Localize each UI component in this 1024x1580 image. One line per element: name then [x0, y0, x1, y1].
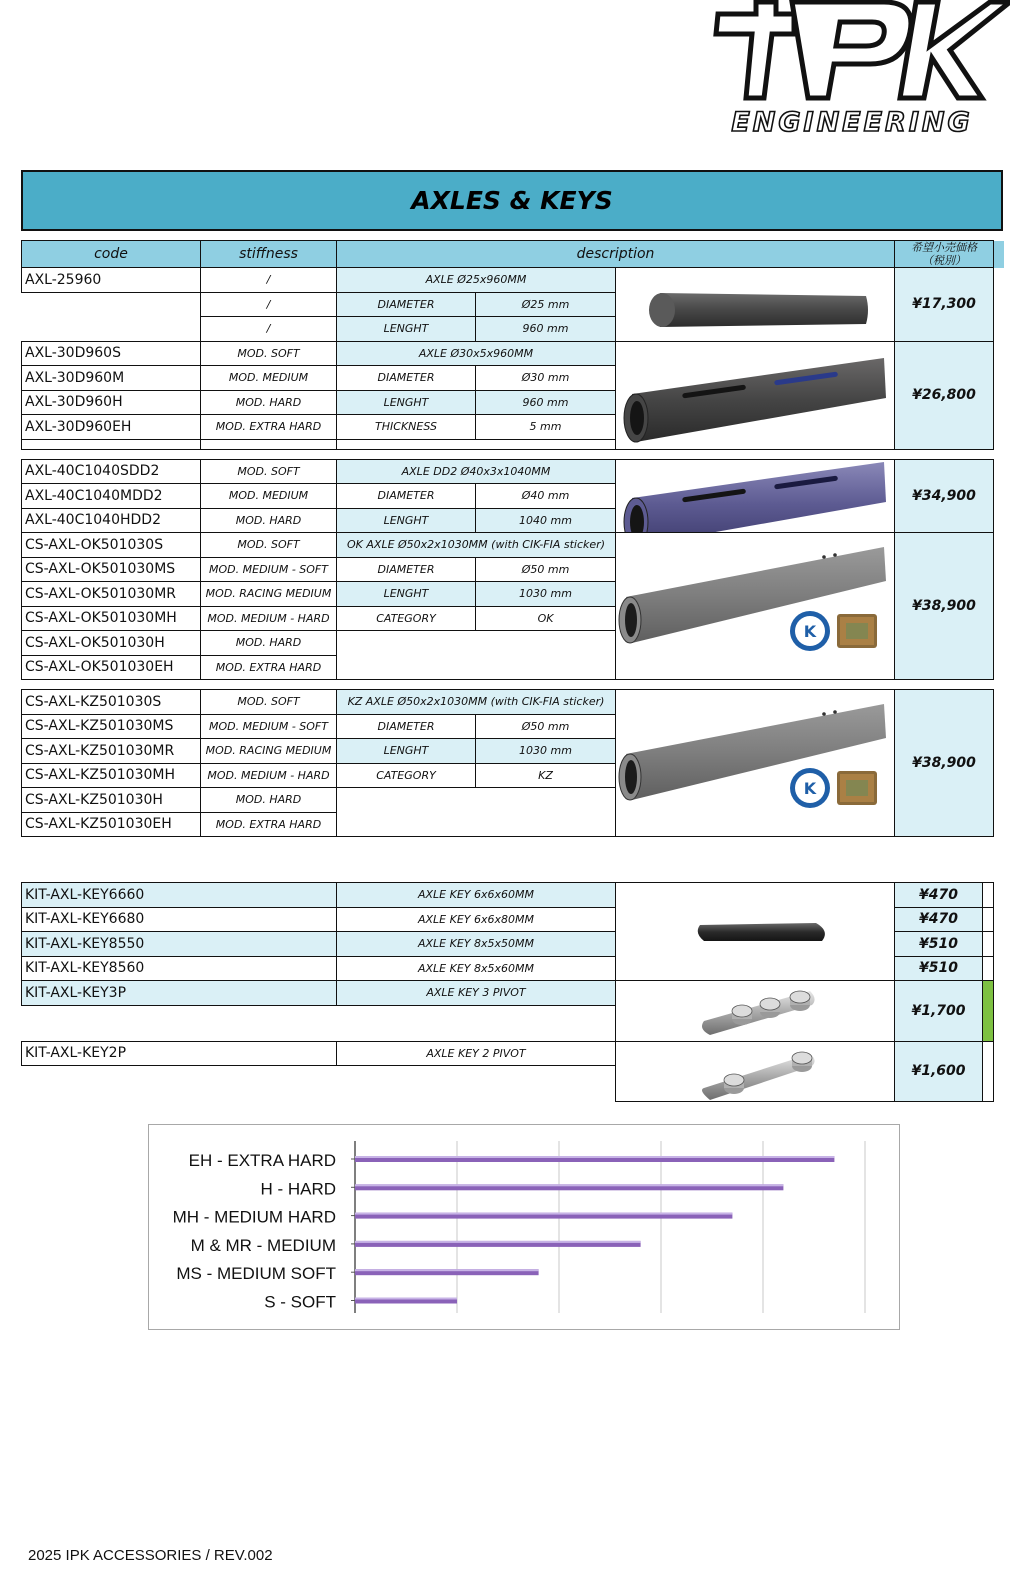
spec-label — [337, 582, 476, 607]
spec-value — [476, 484, 616, 509]
stiffness-cell — [201, 812, 337, 837]
key-code-text: KIT-AXL-KEY6680 — [25, 911, 145, 928]
stiffness-text: MOD. SOFT — [237, 695, 300, 709]
price-text: ¥38,900 — [912, 755, 976, 771]
stiffness-cell — [201, 341, 337, 366]
product-code — [22, 690, 201, 715]
stiffness-text: MOD. HARD — [235, 636, 302, 650]
spec-label — [337, 714, 476, 739]
spec-label-text: DIAMETER — [377, 489, 435, 503]
description-text: OK AXLE Ø50x2x1030MM (with CIK-FIA sticker) — [347, 538, 605, 552]
stiffness-cell — [201, 366, 337, 391]
stiffness-text: MOD. RACING MEDIUM — [205, 587, 332, 601]
stiffness-text: / — [266, 273, 271, 287]
key-code-text: KIT-AXL-KEY8560 — [25, 960, 145, 977]
stiffness-cell — [201, 459, 337, 484]
price-cell — [895, 533, 994, 680]
product-code-text: AXL-40C1040SDD2 — [25, 463, 160, 480]
title-banner — [21, 170, 1003, 231]
chart-bar-highlight — [355, 1213, 732, 1215]
axle-solid-image — [616, 268, 895, 341]
spec-value — [476, 317, 616, 342]
key-description-text: AXLE KEY 6x6x60MM — [417, 888, 534, 902]
product-image-cell — [616, 981, 895, 1042]
spec-value — [476, 714, 616, 739]
product-code — [22, 812, 201, 837]
key-code-text: KIT-AXL-KEY2P — [25, 1045, 127, 1062]
product-code-text: CS-AXL-OK501030MS — [25, 561, 176, 578]
spec-label-text: DIAMETER — [377, 562, 435, 576]
price-cell — [895, 341, 994, 449]
table-row — [22, 533, 1004, 558]
chart-category-label: S - SOFT — [264, 1292, 336, 1312]
key-2-pivot-image — [616, 1042, 895, 1102]
key-code — [22, 883, 337, 908]
product-code — [22, 341, 201, 366]
stiffness-text: MOD. SOFT — [237, 346, 300, 360]
chart-category-label: M & MR - MEDIUM — [190, 1235, 336, 1255]
key-description — [337, 956, 616, 981]
stiffness-text: MOD. HARD — [235, 395, 302, 409]
logo-engineering-text: ENGINEERING — [731, 107, 973, 138]
table-row — [22, 268, 1004, 293]
empty-cell — [337, 788, 616, 813]
description-text: AXLE Ø30x5x960MM — [418, 346, 534, 360]
key-code-text: KIT-AXL-KEY8550 — [25, 935, 145, 952]
stiffness-chart — [148, 1124, 900, 1330]
page-title: AXLES & KEYS — [411, 186, 613, 215]
row-edge — [994, 341, 1004, 449]
product-code-text: AXL-30D960S — [25, 345, 121, 362]
product-code-text: CS-AXL-KZ501030MH — [25, 767, 176, 784]
spec-value — [476, 508, 616, 533]
empty-cell — [201, 439, 337, 449]
axles-table — [21, 240, 1004, 837]
svg-text:K: K — [803, 622, 817, 641]
spec-value-text: KZ — [538, 768, 553, 782]
empty-cell — [22, 1066, 337, 1102]
row-edge — [994, 907, 1004, 932]
key-description — [337, 981, 616, 1006]
empty-cell — [337, 812, 616, 837]
spec-value-text: Ø30 mm — [521, 371, 570, 385]
spec-label-text: CATEGORY — [376, 768, 436, 782]
spec-value — [476, 606, 616, 631]
price-text: ¥38,900 — [912, 598, 976, 614]
stiffness-text: MOD. HARD — [235, 513, 302, 527]
row-marker — [983, 883, 994, 908]
product-code-text: CS-AXL-KZ501030MR — [25, 742, 175, 759]
product-code — [22, 268, 201, 293]
row-edge — [994, 883, 1004, 908]
stiffness-cell — [201, 788, 337, 813]
stiffness-cell — [201, 631, 337, 656]
stiffness-text: / — [266, 322, 271, 336]
stiffness-cell — [201, 763, 337, 788]
spacer-cell — [22, 449, 1004, 459]
spec-label — [337, 292, 476, 317]
stiffness-text: MOD. HARD — [235, 793, 302, 807]
group-spacer — [22, 680, 1004, 690]
key-description — [337, 932, 616, 957]
footer-revision: 2025 IPK ACCESSORIES / REV.002 — [28, 1547, 273, 1564]
new-marker — [983, 981, 994, 1042]
spec-value-text: Ø25 mm — [521, 297, 570, 311]
key-description-text: AXLE KEY 3 PIVOT — [426, 986, 526, 1000]
stiffness-chart-svg — [149, 1125, 901, 1331]
key-code-text: KIT-AXL-KEY6660 — [25, 886, 145, 903]
key-price-text: ¥1,600 — [911, 1063, 966, 1080]
product-code — [22, 366, 201, 391]
stiffness-cell — [201, 415, 337, 440]
price-cell — [895, 268, 994, 342]
product-code — [22, 631, 201, 656]
product-image-cell — [616, 883, 895, 981]
product-code — [22, 714, 201, 739]
chart-bar-highlight — [355, 1269, 539, 1271]
key-3-pivot-image — [616, 981, 895, 1041]
product-image-cell — [616, 690, 895, 837]
product-image-cell — [616, 268, 895, 342]
stiffness-text: MOD. EXTRA HARD — [215, 420, 322, 434]
spec-value — [476, 739, 616, 764]
spec-label-text: LENGHT — [383, 513, 429, 527]
spec-label — [337, 508, 476, 533]
spec-value-text: Ø50 mm — [521, 719, 570, 733]
axle-cik-image — [616, 533, 895, 680]
spec-value — [476, 366, 616, 391]
product-code — [22, 606, 201, 631]
spec-value-text: Ø50 mm — [521, 562, 570, 576]
product-code — [22, 317, 201, 342]
spec-value — [476, 415, 616, 440]
stiffness-cell — [201, 317, 337, 342]
product-code-text: AXL-30D960EH — [25, 418, 132, 435]
spec-value-text: 1040 mm — [519, 513, 572, 527]
row-edge — [994, 932, 1004, 957]
stiffness-text: MOD. MEDIUM - SOFT — [209, 562, 328, 576]
spec-label — [337, 763, 476, 788]
product-code — [22, 292, 201, 317]
header-price-text: 希望小売価格 （税別） — [911, 241, 977, 267]
product-code — [22, 557, 201, 582]
spec-label — [337, 390, 476, 415]
key-description-text: AXLE KEY 8x5x60MM — [417, 961, 534, 975]
keys-table — [21, 882, 1004, 1102]
spec-value-text: Ø40 mm — [521, 489, 570, 503]
header-description: description — [337, 241, 895, 268]
spec-label-text: LENGHT — [383, 744, 429, 758]
key-price-text: ¥510 — [919, 960, 958, 977]
row-edge — [994, 1041, 1004, 1102]
stiffness-text: MOD. EXTRA HARD — [215, 660, 322, 674]
key-code — [22, 907, 337, 932]
axle-slotted-image — [616, 342, 895, 450]
stiffness-text: MOD. EXTRA HARD — [215, 817, 322, 831]
empty-cell — [337, 1066, 616, 1102]
spec-value — [476, 557, 616, 582]
row-marker — [983, 1041, 994, 1102]
price-cell — [895, 459, 994, 533]
key-price-text: ¥510 — [919, 935, 958, 952]
header-code: code — [22, 241, 201, 268]
spec-value-text: 5 mm — [529, 420, 562, 434]
price-cell — [895, 690, 994, 837]
product-code-text: CS-AXL-KZ501030S — [25, 693, 162, 710]
axle-key-image — [616, 883, 895, 981]
key-price — [895, 883, 983, 908]
product-code — [22, 533, 201, 558]
spec-value-text: OK — [537, 611, 554, 625]
chart-bar-highlight — [355, 1298, 457, 1300]
key-price — [895, 956, 983, 981]
chart-bar-highlight — [355, 1184, 783, 1186]
spec-label-text: CATEGORY — [376, 611, 436, 625]
description-title — [337, 268, 616, 293]
stiffness-cell — [201, 606, 337, 631]
stiffness-text: MOD. MEDIUM — [228, 489, 309, 503]
stiffness-cell — [201, 390, 337, 415]
stiffness-cell — [201, 268, 337, 293]
description-text: KZ AXLE Ø50x2x1030MM (with CIK-FIA sticker) — [347, 695, 605, 709]
product-code — [22, 508, 201, 533]
spec-label-text: DIAMETER — [377, 297, 435, 311]
spec-label-text: LENGHT — [383, 322, 429, 336]
chart-bar-highlight — [355, 1241, 641, 1243]
table-row — [22, 459, 1004, 484]
description-title — [337, 341, 616, 366]
product-image-cell — [616, 459, 895, 533]
spacer — [994, 241, 1004, 268]
spec-value-text: 1030 mm — [519, 587, 572, 601]
product-code — [22, 582, 201, 607]
empty-cell — [337, 631, 616, 656]
key-price-text: ¥470 — [919, 886, 958, 903]
spec-label-text: LENGHT — [383, 395, 429, 409]
spacer-cell — [22, 680, 1004, 690]
product-code — [22, 655, 201, 680]
row-marker — [983, 956, 994, 981]
stiffness-cell — [201, 690, 337, 715]
product-code-text: CS-AXL-OK501030MR — [25, 585, 177, 602]
product-code — [22, 415, 201, 440]
table-row — [22, 690, 1004, 715]
key-code — [22, 932, 337, 957]
product-code — [22, 390, 201, 415]
product-code — [22, 788, 201, 813]
price-text: ¥34,900 — [912, 487, 976, 504]
stiffness-cell — [201, 582, 337, 607]
stiffness-text: MOD. MEDIUM - SOFT — [209, 719, 328, 733]
row-edge — [994, 533, 1004, 680]
row-edge — [994, 268, 1004, 342]
spec-label — [337, 484, 476, 509]
table-row — [22, 883, 1004, 908]
product-code — [22, 484, 201, 509]
stiffness-text: MOD. MEDIUM - HARD — [207, 611, 330, 625]
empty-cell — [337, 1005, 616, 1041]
chart-category-label: EH - EXTRA HARD — [188, 1151, 336, 1170]
empty-cell — [22, 439, 201, 449]
key-code — [22, 956, 337, 981]
price-text: ¥17,300 — [912, 296, 976, 313]
table-row — [22, 341, 1004, 366]
description-text: AXLE DD2 Ø40x3x1040MM — [401, 464, 551, 478]
row-edge — [994, 956, 1004, 981]
empty-cell — [22, 1005, 337, 1041]
description-title — [337, 459, 616, 484]
price-text: ¥26,800 — [912, 387, 976, 403]
key-code — [22, 1041, 337, 1066]
row-marker — [983, 907, 994, 932]
product-code-text: AXL-30D960M — [25, 369, 125, 386]
axle-cik-image — [616, 690, 895, 837]
product-code-text: AXL-40C1040HDD2 — [25, 512, 161, 529]
stiffness-cell — [201, 655, 337, 680]
empty-cell — [337, 439, 616, 449]
stiffness-text: MOD. SOFT — [237, 538, 300, 552]
chart-category-label: MH - MEDIUM HARD — [172, 1207, 336, 1227]
product-code-text: CS-AXL-OK501030MH — [25, 610, 177, 627]
product-code-text: CS-AXL-OK501030H — [25, 634, 165, 651]
key-description-text: AXLE KEY 8x5x50MM — [417, 937, 534, 951]
table-row — [22, 1041, 1004, 1066]
key-price — [895, 1041, 983, 1102]
product-code-text: CS-AXL-OK501030EH — [25, 659, 174, 676]
key-price-text: ¥1,700 — [911, 1002, 966, 1019]
stiffness-text: MOD. MEDIUM - HARD — [207, 768, 330, 782]
key-description-text: AXLE KEY 6x6x80MM — [417, 912, 534, 926]
product-image-cell — [616, 533, 895, 680]
stiffness-text: MOD. SOFT — [237, 464, 300, 478]
chart-category-label: H - HARD — [260, 1179, 336, 1199]
chart-category-label: MS - MEDIUM SOFT — [176, 1264, 336, 1284]
group-spacer — [22, 449, 1004, 459]
spec-value — [476, 292, 616, 317]
row-edge — [994, 981, 1004, 1042]
product-code — [22, 739, 201, 764]
description-title — [337, 533, 616, 558]
stiffness-text: MOD. MEDIUM — [228, 371, 309, 385]
spec-value — [476, 582, 616, 607]
key-price — [895, 932, 983, 957]
spec-label — [337, 606, 476, 631]
product-code-text: CS-AXL-KZ501030H — [25, 791, 163, 808]
spec-value-text: 960 mm — [522, 395, 569, 409]
row-marker — [983, 932, 994, 957]
svg-text:K: K — [803, 779, 817, 798]
header-price — [895, 241, 994, 268]
row-edge — [994, 459, 1004, 533]
spec-label — [337, 557, 476, 582]
spec-label-text: DIAMETER — [377, 719, 435, 733]
product-code-text: CS-AXL-KZ501030MS — [25, 718, 174, 735]
stiffness-cell — [201, 484, 337, 509]
description-title — [337, 690, 616, 715]
axle-dd2-image — [616, 460, 895, 533]
key-description-text: AXLE KEY 2 PIVOT — [426, 1046, 526, 1060]
key-price — [895, 907, 983, 932]
spec-value — [476, 390, 616, 415]
stiffness-text: / — [266, 297, 271, 311]
stiffness-cell — [201, 557, 337, 582]
chart-bar-highlight — [355, 1156, 834, 1158]
product-image-cell — [616, 1041, 895, 1102]
stiffness-cell — [201, 292, 337, 317]
key-code-text: KIT-AXL-KEY3P — [25, 984, 127, 1001]
product-code-text: AXL-40C1040MDD2 — [25, 487, 163, 504]
spec-value — [476, 763, 616, 788]
key-price — [895, 981, 983, 1042]
stiffness-cell — [201, 714, 337, 739]
spec-label — [337, 317, 476, 342]
stiffness-cell — [201, 533, 337, 558]
empty-cell — [337, 655, 616, 680]
product-image-cell — [616, 341, 895, 449]
product-code-text: CS-AXL-OK501030S — [25, 536, 164, 553]
spec-label-text: THICKNESS — [375, 420, 437, 434]
product-code-text: AXL-25960 — [25, 271, 102, 288]
spec-label — [337, 739, 476, 764]
spec-label — [337, 366, 476, 391]
description-text: AXLE Ø25x960MM — [425, 273, 527, 287]
spec-label — [337, 415, 476, 440]
stiffness-cell — [201, 508, 337, 533]
key-price-text: ¥470 — [919, 911, 958, 928]
spec-value-text: 960 mm — [522, 322, 569, 336]
header-row — [22, 241, 1004, 268]
product-code — [22, 459, 201, 484]
product-code-text: AXL-30D960H — [25, 394, 123, 411]
table-row — [22, 981, 1004, 1006]
row-edge — [994, 690, 1004, 837]
spec-value-text: 1030 mm — [519, 744, 572, 758]
key-description — [337, 883, 616, 908]
key-description — [337, 1041, 616, 1066]
header-stiffness: stiffness — [201, 241, 337, 268]
key-code — [22, 981, 337, 1006]
key-description — [337, 907, 616, 932]
spec-label-text: DIAMETER — [377, 371, 435, 385]
spec-label-text: LENGHT — [383, 587, 429, 601]
stiffness-cell — [201, 739, 337, 764]
product-code-text: CS-AXL-KZ501030EH — [25, 816, 172, 833]
stiffness-text: MOD. RACING MEDIUM — [205, 744, 332, 758]
product-code — [22, 763, 201, 788]
